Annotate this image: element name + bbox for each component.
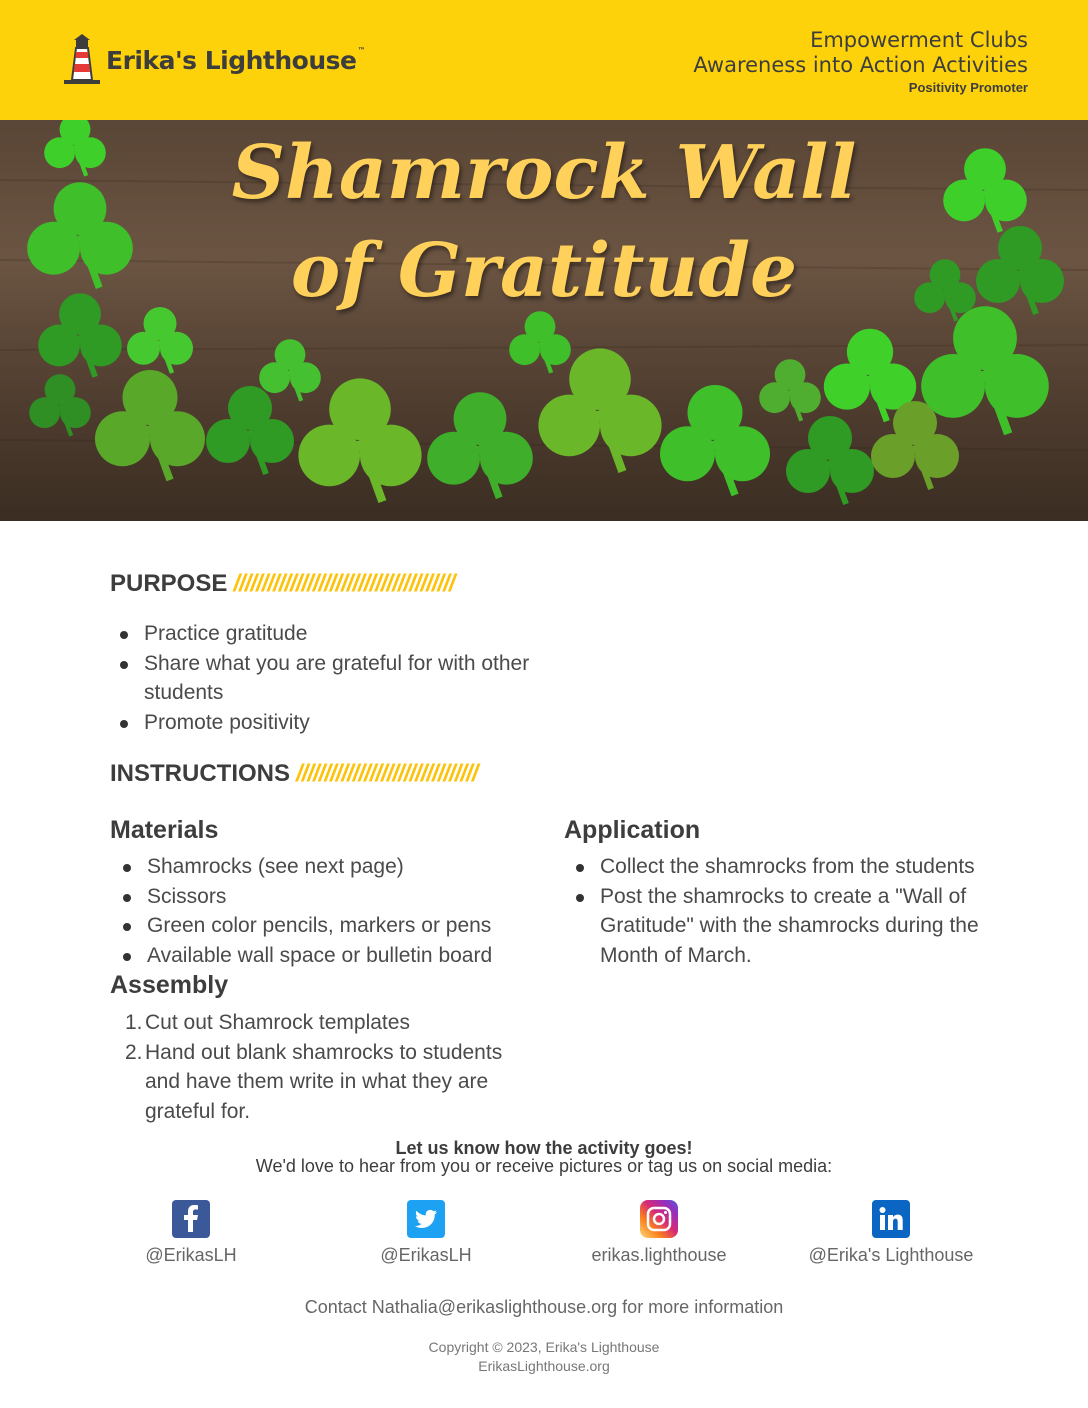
list-item-text: Hand out blank shamrocks to students and have them write in what they are grateful for. [145,1040,503,1123]
website-link[interactable]: ErikasLighthouse.org [478,1358,610,1374]
shamrock-shape [206,386,294,474]
feedback-heading: Let us know how the activity goes! [395,1138,693,1158]
header-bar [0,0,1088,120]
logo-trademark: ™ [357,46,365,55]
shamrock-shape [127,307,193,373]
purpose-heading-text: PURPOSE [110,570,228,597]
instructions-heading-text: INSTRUCTIONS [110,760,290,787]
shamrock-shape [921,306,1049,434]
twitter-handle[interactable]: @ErikasLH [380,1245,472,1265]
instagram-handle[interactable]: erikas.lighthouse [591,1245,727,1265]
list-item: Available wall space or bulletin board [147,941,547,971]
list-item: Practice gratitude [144,619,584,649]
list-item: Post the shamrocks to create a "Wall of Gratitude" with the shamrocks during the Month of March. [600,882,985,971]
contact-line[interactable]: Contact Nathalia@erikaslighthouse.org for more information [304,1297,784,1317]
feedback-subtext: We'd love to hear from you or receive pictures or tag us on social media: [255,1156,833,1176]
banner-title-line-2: of Gratitude [290,228,798,314]
assembly-list [125,1008,525,1126]
social-twitter[interactable] [326,1200,526,1266]
list-item: Green color pencils, markers or pens [147,911,547,941]
application-heading: Application [564,816,701,844]
linkedin-handle[interactable]: @Erika's Lighthouse [808,1245,974,1265]
social-instagram[interactable] [559,1200,759,1266]
instagram-icon[interactable] [640,1200,678,1238]
materials-list [147,852,547,970]
purpose-list [144,619,584,737]
list-item: Collect the shamrocks from the students [600,852,985,882]
shamrock-shape [298,378,421,501]
facebook-handle[interactable]: @ErikasLH [145,1245,237,1265]
materials-heading: Materials [110,816,219,844]
twitter-icon[interactable] [407,1200,445,1238]
list-item-text: Cut out Shamrock templates [145,1011,410,1034]
shamrock-shape [538,348,661,471]
lighthouse-icon [62,34,102,86]
shamrock-shape [660,385,770,495]
shamrock-shape [95,370,205,480]
program-theme: Positivity Promoter [908,80,1028,95]
social-linkedin[interactable] [791,1200,991,1266]
list-item: Promote positivity [144,708,584,738]
shamrock-banner-image [0,120,1088,521]
application-list [600,852,985,970]
program-series: Awareness into Action Activities [693,53,1028,77]
list-item: 1. Cut out Shamrock templates [125,1011,410,1034]
shamrock-shape [29,374,91,436]
list-item: Scissors [147,882,547,912]
header-program-info [693,28,1028,95]
list-item: Shamrocks (see next page) [147,852,547,882]
instructions-divider: //////////////////////////////// [296,760,478,787]
shamrock-shape [427,392,533,498]
purpose-divider: /////////////////////////////////////// [233,570,455,597]
program-name: Empowerment Clubs [810,28,1028,52]
shamrock-shape [786,416,874,504]
assembly-heading: Assembly [110,971,229,999]
facebook-icon[interactable] [172,1200,210,1238]
purpose-heading [110,570,454,598]
linkedin-icon[interactable] [872,1200,910,1238]
shamrock-shape [509,311,571,373]
list-item: 2. Hand out blank shamrocks to students and have them write in what they are grateful for. [125,1040,503,1123]
instructions-heading [110,760,477,788]
copyright-line: Copyright © 2023, Erika's Lighthouse [428,1339,660,1355]
logo-wordmark: Erika's Lighthouse [106,46,357,75]
social-facebook[interactable] [91,1200,291,1266]
shamrock-shape [759,359,821,421]
banner-title-line-1: Shamrock Wall [231,130,857,216]
list-item: Share what you are grateful for with other students [144,649,584,708]
erikas-lighthouse-logo[interactable] [62,34,365,86]
